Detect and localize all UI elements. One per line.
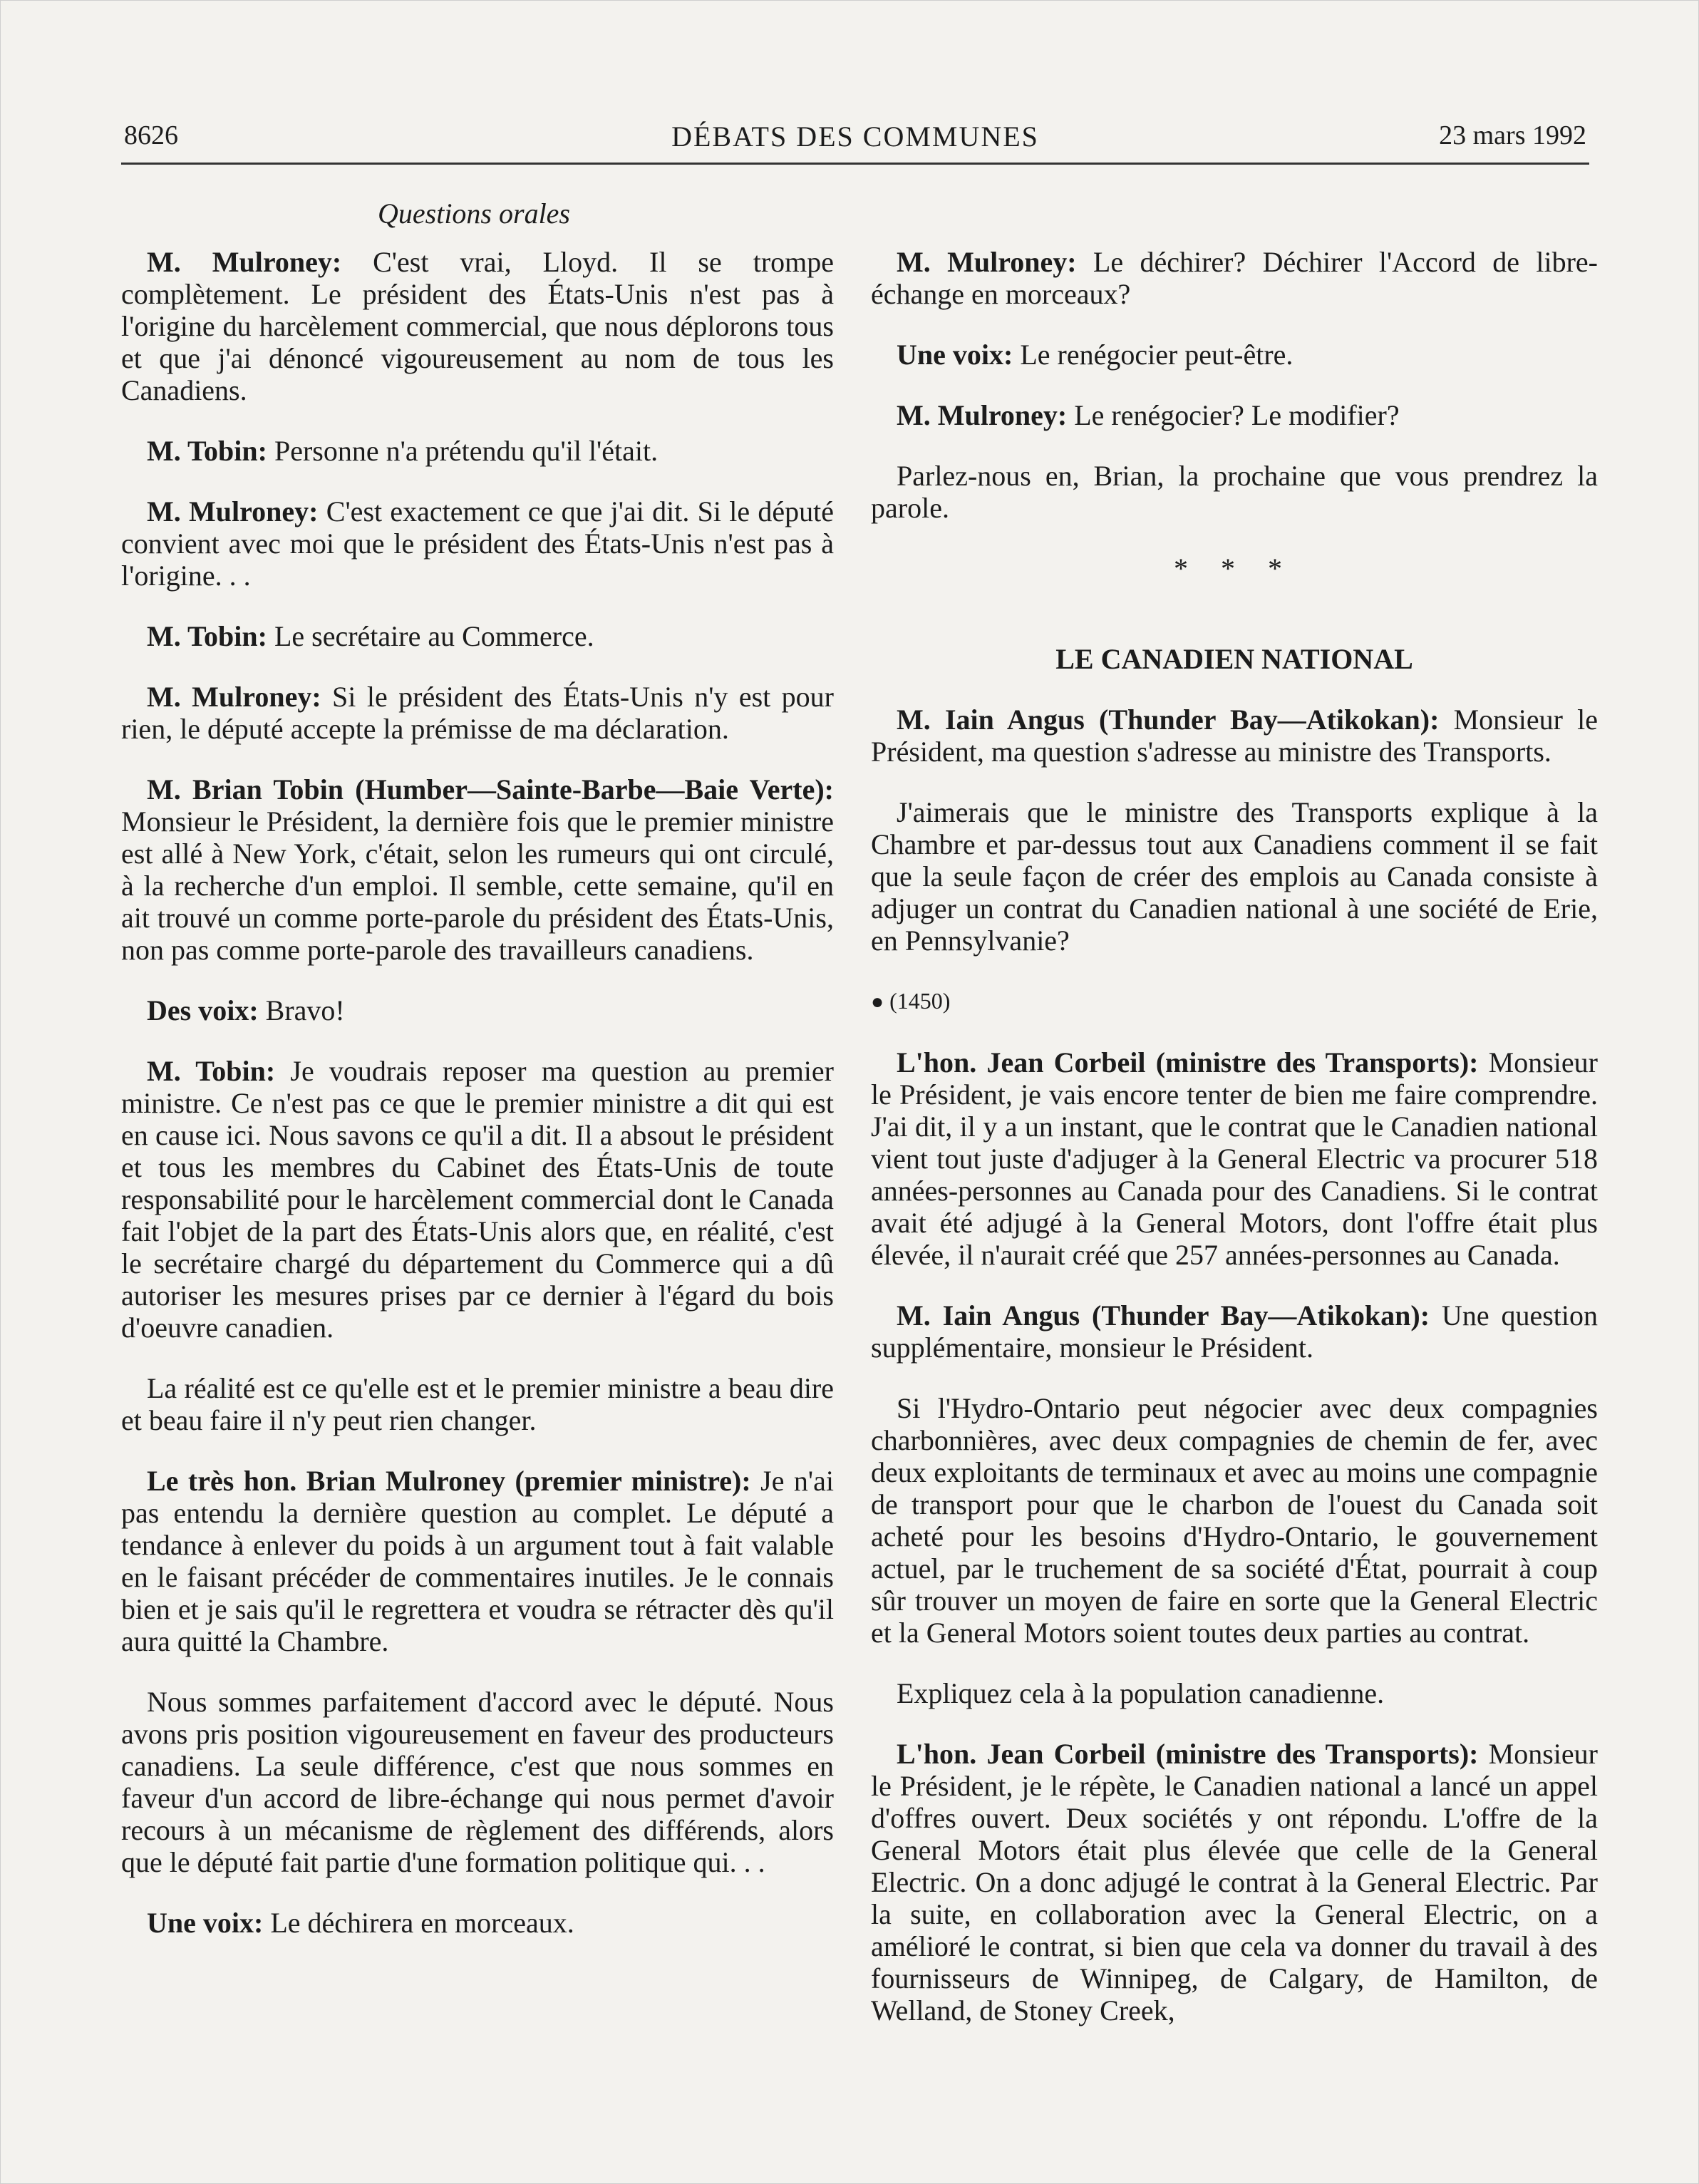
speech-text: Parlez-nous en, Brian, la prochaine que vous prendrez la parole. [871,460,1598,524]
speaker-name: M. Iain Angus (Thunder Bay—Atikokan): [897,704,1440,736]
speech-paragraph [871,1677,1598,1709]
speaker-name: L'hon. Jean Corbeil (ministre des Transports): [897,1046,1479,1078]
speech-paragraph [121,246,834,406]
speech-paragraph [121,1465,834,1657]
speech-paragraph [121,1686,834,1878]
speaker-name: Le très hon. Brian Mulroney (premier ministre): [147,1465,751,1497]
speaker-name: Une voix: [147,1907,264,1939]
speech-paragraph [121,994,834,1026]
page-header [121,117,1589,165]
speaker-name: M. Iain Angus (Thunder Bay—Atikokan): [897,1299,1430,1331]
speaker-name: M. Mulroney: [147,246,342,278]
speech-text: Le déchirer? Déchirer l'Accord de libre-échange en morceaux? [871,246,1598,310]
speaker-name: L'hon. Jean Corbeil (ministre des Transports): [897,1738,1479,1770]
speech-text: La réalité est ce qu'elle est et le premier ministre a beau dire et beau faire il n'y peut rien changer. [121,1372,834,1436]
speaker-name: M. Mulroney: [897,399,1068,431]
speaker-name: M. Tobin: [147,620,267,652]
left-column [121,246,834,1967]
speech-text: Si l'Hydro-Ontario peut négocier avec deux compagnies charbonnières, avec deux compagnies de chemin de fer, avec deux exploitants de terminaux et avec au moins une compagnie de transport pour que le charbon de l'ouest du Canada soit acheté pour les besoins d'Hydro-Ontario, le gouvernement actuel, par le truchement de sa société d'État, pourrait à coup sûr trouver un moyen de faire en sorte que la General Electric et la General Motors soient toutes deux parties au contrat. [871,1392,1598,1649]
speech-paragraph [121,495,834,592]
speech-text: Monsieur le Président, ma question s'adresse au ministre des Transports. [871,704,1598,768]
speech-paragraph [871,796,1598,957]
speech-paragraph [871,460,1598,524]
speech-paragraph [121,1055,834,1344]
speech-paragraph [871,1299,1598,1364]
speech-text: Bravo! [258,994,345,1026]
speech-text: Monsieur le Président, je vais encore tenter de bien me faire comprendre. J'ai dit, il y a un instant, que le contrat que le Canadien national vient tout juste d'adjuger à la General Electric va procurer 518 années-personnes au Canada pour des Canadiens. Si le contrat avait été adjugé à la General Motors, dont l'offre était plus élevée, il n'aurait créé que 257 années-personnes au Canada. [871,1046,1598,1271]
right-column [871,246,1598,2055]
speech-text: Expliquez cela à la population canadienne. [897,1677,1385,1709]
speech-text: Une question supplémentaire, monsieur le Président. [871,1299,1598,1364]
speech-paragraph [121,1372,834,1436]
speech-text: C'est vrai, Lloyd. Il se trompe complètement. Le président des États-Unis n'est pas à l'origine du harcèlement commercial, que nous déplorons tous et que j'ai dénoncé vigoureusement au nom de tous les Canadiens. [121,246,834,406]
speech-paragraph [871,1738,1598,2026]
section-separator: * * * [1174,552,1295,584]
speaker-name: M. Tobin: [147,435,267,467]
publication-title: DÉBATS DES COMMUNES [671,120,1039,153]
speech-text: Le renégocier? Le modifier? [1067,399,1400,431]
speech-text: Le secrétaire au Commerce. [267,620,594,652]
speaker-name: M. Mulroney: [897,246,1077,278]
speech-text: Le déchirera en morceaux. [263,1907,574,1939]
speech-text: Personne n'a prétendu qu'il l'était. [267,435,659,467]
page-date: 23 mars 1992 [1439,120,1586,150]
speech-text: Si le président des États-Unis n'y est pour rien, le député accepte la prémisse de ma déclaration. [121,681,834,745]
page-number: 8626 [124,120,178,150]
speech-paragraph [871,704,1598,768]
section-label: Questions orales [378,197,570,230]
speech-paragraph [121,620,834,652]
speaker-name: M. Tobin: [147,1055,276,1087]
speech-paragraph [121,1907,834,1939]
speech-paragraph [121,435,834,467]
speech-text: Nous sommes parfaitement d'accord avec le député. Nous avons pris position vigoureusement en faveur des producteurs canadiens. La seule différence, c'est que nous sommes en faveur d'un accord de libre-échange qui nous permet d'avoir recours à un mécanisme de règlement des différends, alors que le député fait partie d'une formation politique qui. . . [121,1686,834,1878]
speaker-name: M. Brian Tobin (Humber—Sainte-Barbe—Baie Verte): [147,773,834,805]
speech-paragraph [121,681,834,745]
bullet-icon: ● [871,990,884,1014]
speech-text: Monsieur le Président, je le répète, le Canadien national a lancé un appel d'offres ouvert. Deux sociétés y ont répondu. L'offre de la General Motors était plus élevée que celle de la General Electric. On a donc adjugé le contrat à la General Electric. Par la suite, en collaboration avec la General Electric, on a amélioré le contrat, si bien que cela va donner du travail à des fournisseurs de Winnipeg, de Calgary, de Hamilton, de Welland, de Stoney Creek, [871,1738,1598,2026]
speech-text: Je n'ai pas entendu la dernière question au complet. Le député a tendance à enlever du poids à un argument tout à fait valable en le faisant précéder de commentaires inutiles. Je le connais bien et je sais qu'il le regrettera et voudra se rétracter dès qu'il aura quitté la Chambre. [121,1465,834,1657]
time-marker [871,985,1598,1018]
speech-text: C'est exactement ce que j'ai dit. Si le député convient avec moi que le président des États-Unis n'est pas à l'origine. . . [121,495,835,592]
speaker-name: Des voix: [147,994,259,1026]
speaker-name: M. Mulroney: [147,495,319,527]
speech-paragraph [121,773,834,966]
speech-text: Monsieur le Président, la dernière fois que le premier ministre est allé à New York, c'était, selon les rumeurs qui ont circulé, à la recherche d'un emploi. Il semble, cette semaine, qu'il en ait trouvé un comme porte-parole du président des États-Unis, non pas comme porte-parole des travailleurs canadiens. [121,805,834,966]
section-heading: LE CANADIEN NATIONAL [1055,643,1413,675]
speech-text: Je voudrais reposer ma question au premier ministre. Ce n'est pas ce que le premier ministre a dit qui est en cause ici. Nous savons ce qu'il a dit. Il a absout le président et tous les membres du Cabinet des États-Unis de toute responsabilité pour le harcèlement commercial dont le Canada fait l'objet de la part des États-Unis alors que, en réalité, c'est le secrétaire chargé du département du Commerce qui a dû autoriser les mesures prises par ce dernier à l'égard du bois d'oeuvre canadien. [121,1055,834,1344]
speech-text: Le renégocier peut-être. [1013,339,1293,371]
speech-paragraph [871,246,1598,310]
speaker-name: Une voix: [897,339,1013,371]
speech-text: J'aimerais que le ministre des Transports explique à la Chambre et par-dessus tout aux Canadiens comment il se fait que la seule façon de créer des emplois au Canada consiste à adjuger un contrat du Canadien national à une société de Erie, en Pennsylvanie? [871,796,1598,957]
speech-paragraph [871,399,1598,431]
speech-paragraph [871,1392,1598,1649]
speaker-name: M. Mulroney: [147,681,321,713]
time-text: (1450) [889,988,951,1014]
speech-paragraph [871,1046,1598,1271]
speech-paragraph [871,339,1598,371]
